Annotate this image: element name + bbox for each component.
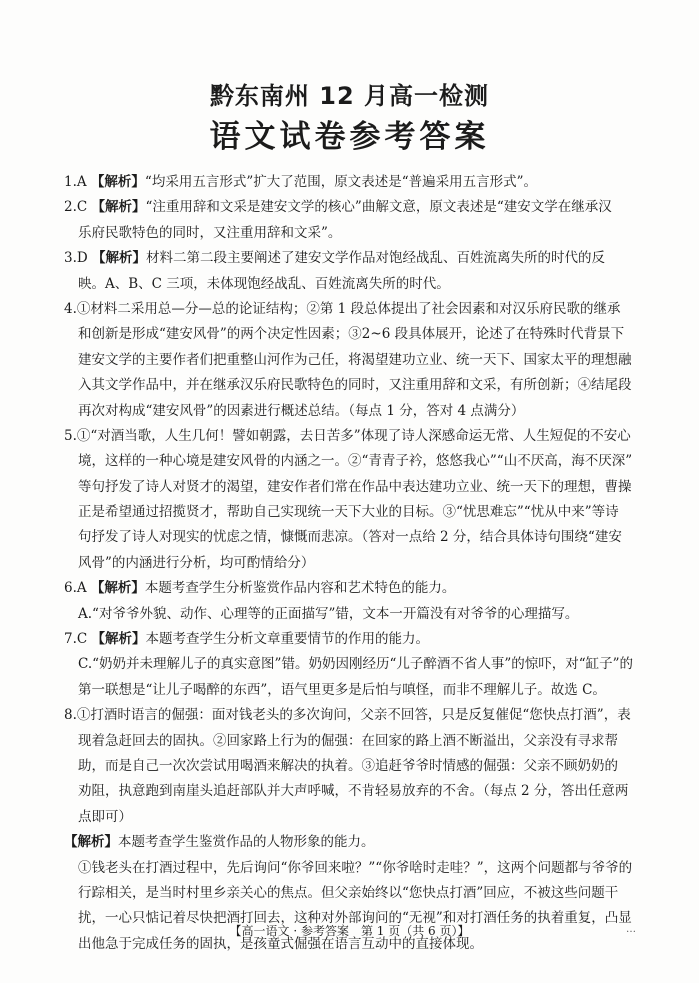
line-text: ①打酒时语言的倔强：面对钱老头的多次询问，父亲不回答，只是反复催促“您快点打酒”，表 — [76, 707, 631, 724]
text-line — [64, 272, 640, 297]
line-text: ①“对酒当歌，人生几何！譬如朝露，去日苦多”体现了诗人深感命运无常、人生短促的不安心 — [76, 427, 631, 444]
text-line — [64, 221, 640, 246]
text-line — [64, 551, 640, 576]
text-line — [64, 500, 640, 525]
item-number: 4. — [64, 300, 77, 317]
line-text: “注重用辞和文采是建安文学的核心”曲解文意，原文表述是“建安文学在继承汉 — [145, 199, 612, 216]
text-line — [64, 475, 640, 500]
line-text: 点即可） — [78, 808, 132, 825]
item-number: 3.D — [64, 250, 92, 267]
line-text: 映。A、B、C 三项，未体现饱经战乱、百姓流离失所的时代。 — [78, 275, 450, 292]
line-text: 本题考查学生分析鉴赏作品内容和艺术特色的能力。 — [144, 580, 456, 597]
page-footer: 【高一语文 · 参考答案 第 1 页（共 6 页）】 — [229, 924, 470, 938]
page-subtitle: 语文试卷参考答案 — [209, 119, 490, 155]
line-text: 境，这样的一种心境是建安风骨的内涵之一。②“青青子衿，悠悠我心”“山不厌高，海不厌深” — [78, 453, 633, 470]
line-text: 等句抒发了诗人对贤才的渴望，建安作者们常在作品中表达建功立业、统一天下的理想，曹操 — [78, 478, 632, 495]
line-text: 乐府民歌特色的同时，又注重用辞和文采”。 — [78, 224, 342, 241]
line-text: 本题考查学生鉴赏作品的人物形象的能力。 — [118, 834, 375, 851]
analysis-tag: 【解析】 — [64, 834, 118, 851]
line-text: 入其文学作品中，并在继承汉乐府民歌特色的同时，又注重用辞和文采，有所创新；④结尾段 — [78, 377, 632, 394]
analysis-tag: 【解析】 — [92, 250, 146, 267]
line-text: 第一联想是“让儿子喝醉的东西”，语气里更多是后怕与嗔怪，而非不理解儿子。故选 C。 — [78, 681, 606, 698]
corner-mark: … — [626, 924, 636, 935]
analysis-tag: 【解析】 — [91, 199, 146, 216]
line-text: ①钱老头在打酒过程中，先后询问“你爷回来啦？”“你爷啥时走哇？”，这两个问题都与爷爷的 — [78, 859, 633, 876]
text-line — [64, 602, 640, 627]
line-text: C.“奶奶并未理解儿子的真实意图”错。奶奶因刚经历“儿子醉酒不省人事”的惊吓，对“缸子”的 — [78, 656, 634, 673]
text-line — [64, 678, 640, 703]
line-text: 助，而是自己一次次尝试用喝酒来解决的执着。③追赶爷爷时情感的倔强：父亲不顾奶奶的 — [78, 757, 618, 774]
line-text: 本题考查学生分析文章重要情节的作用的能力。 — [145, 631, 430, 648]
text-line — [64, 754, 640, 779]
text-line — [64, 525, 640, 550]
text-line — [64, 703, 640, 728]
line-text: 扰，一心只惦记着尽快把酒打回去，这种对外部询问的“无视”和对打酒任务的执着重复，凸显 — [78, 910, 632, 927]
line-text: A.“对爷爷外貌、动作、心理等的正面描写”错，文本一开篇没有对爷爷的心理描写。 — [78, 605, 579, 622]
text-line — [64, 576, 640, 601]
item-number: 5. — [64, 427, 77, 444]
line-text: 句抒发了诗人对现实的忧虑之情，慷慨而悲凉。（答对一点给 2 分，结合具体诗句围绕“建安 — [78, 529, 622, 546]
text-line — [64, 348, 640, 373]
text-line — [64, 805, 640, 830]
item-number: 7.C — [64, 631, 92, 648]
item-number: 8. — [64, 707, 77, 724]
line-text: 劝阻，执意跑到南崖头追赶部队并大声呼喊，不肯轻易放弃的不舍。（每点 2 分，答出任意两 — [78, 783, 629, 800]
answer-content — [64, 170, 640, 957]
line-text: 和创新是形成“建安风骨”的两个决定性因素；③2~6 段具体展开，论述了在特殊时代背景下 — [78, 326, 625, 343]
text-line — [64, 170, 640, 195]
item-number: 1.A — [64, 174, 91, 190]
text-line — [64, 399, 640, 424]
line-text: ①材料二采用总—分—总的论证结构；②第 1 段总体提出了社会因素和对汉乐府民歌的继承 — [76, 300, 621, 317]
item-number: 2.C — [64, 199, 92, 216]
text-line — [64, 297, 640, 322]
line-text: 再次对构成“建安风骨”的因素进行概述总结。（每点 1 分，答对 4 点满分） — [78, 402, 525, 419]
text-line — [64, 729, 640, 754]
line-text: 正是希望通过招揽贤才，帮助自己实现统一天下大业的目标。③“忧思难忘”“忧从中来”等诗 — [78, 504, 619, 521]
text-line — [64, 195, 640, 220]
line-text: “均采用五言形式”扩大了范围，原文表述是“普遍采用五言形式”。 — [144, 174, 538, 190]
text-line — [64, 373, 640, 398]
text-line — [64, 881, 640, 906]
text-line — [64, 856, 640, 881]
line-text: 现着急赶回去的固执。②回家路上行为的倔强：在回家的路上酒不断溢出，父亲没有寻求帮 — [78, 732, 618, 749]
line-text: 行踪相关，是当时村里乡亲关心的焦点。但父亲始终以“您快点打酒”回应，不被这些问题干 — [78, 884, 619, 901]
line-text: 建安文学的主要作者们把重整山河作为己任，将渴望建功立业、统一天下、国家太平的理想融 — [78, 351, 632, 368]
item-number: 6.A — [64, 580, 91, 597]
line-text: 材料二第二段主要阐述了建安文学作品对饱经战乱、百姓流离失所的时代的反 — [146, 250, 605, 267]
page-title: 黔东南州 12 月高一检测 — [209, 82, 490, 110]
text-line — [64, 424, 640, 449]
analysis-tag: 【解析】 — [91, 631, 146, 648]
line-text: 出他急于完成任务的固执，是孩童式倔强在语言互动中的直接体现。 — [78, 935, 483, 952]
text-line — [64, 779, 640, 804]
text-line — [64, 322, 640, 347]
analysis-tag: 【解析】 — [90, 174, 145, 190]
text-line — [64, 652, 640, 677]
analysis-tag: 【解析】 — [90, 580, 145, 597]
text-line — [64, 246, 640, 271]
line-text: 风骨”的内涵进行分析，均可酌情给分） — [78, 554, 315, 571]
text-line — [64, 449, 640, 474]
text-line — [64, 830, 640, 855]
text-line — [64, 627, 640, 652]
